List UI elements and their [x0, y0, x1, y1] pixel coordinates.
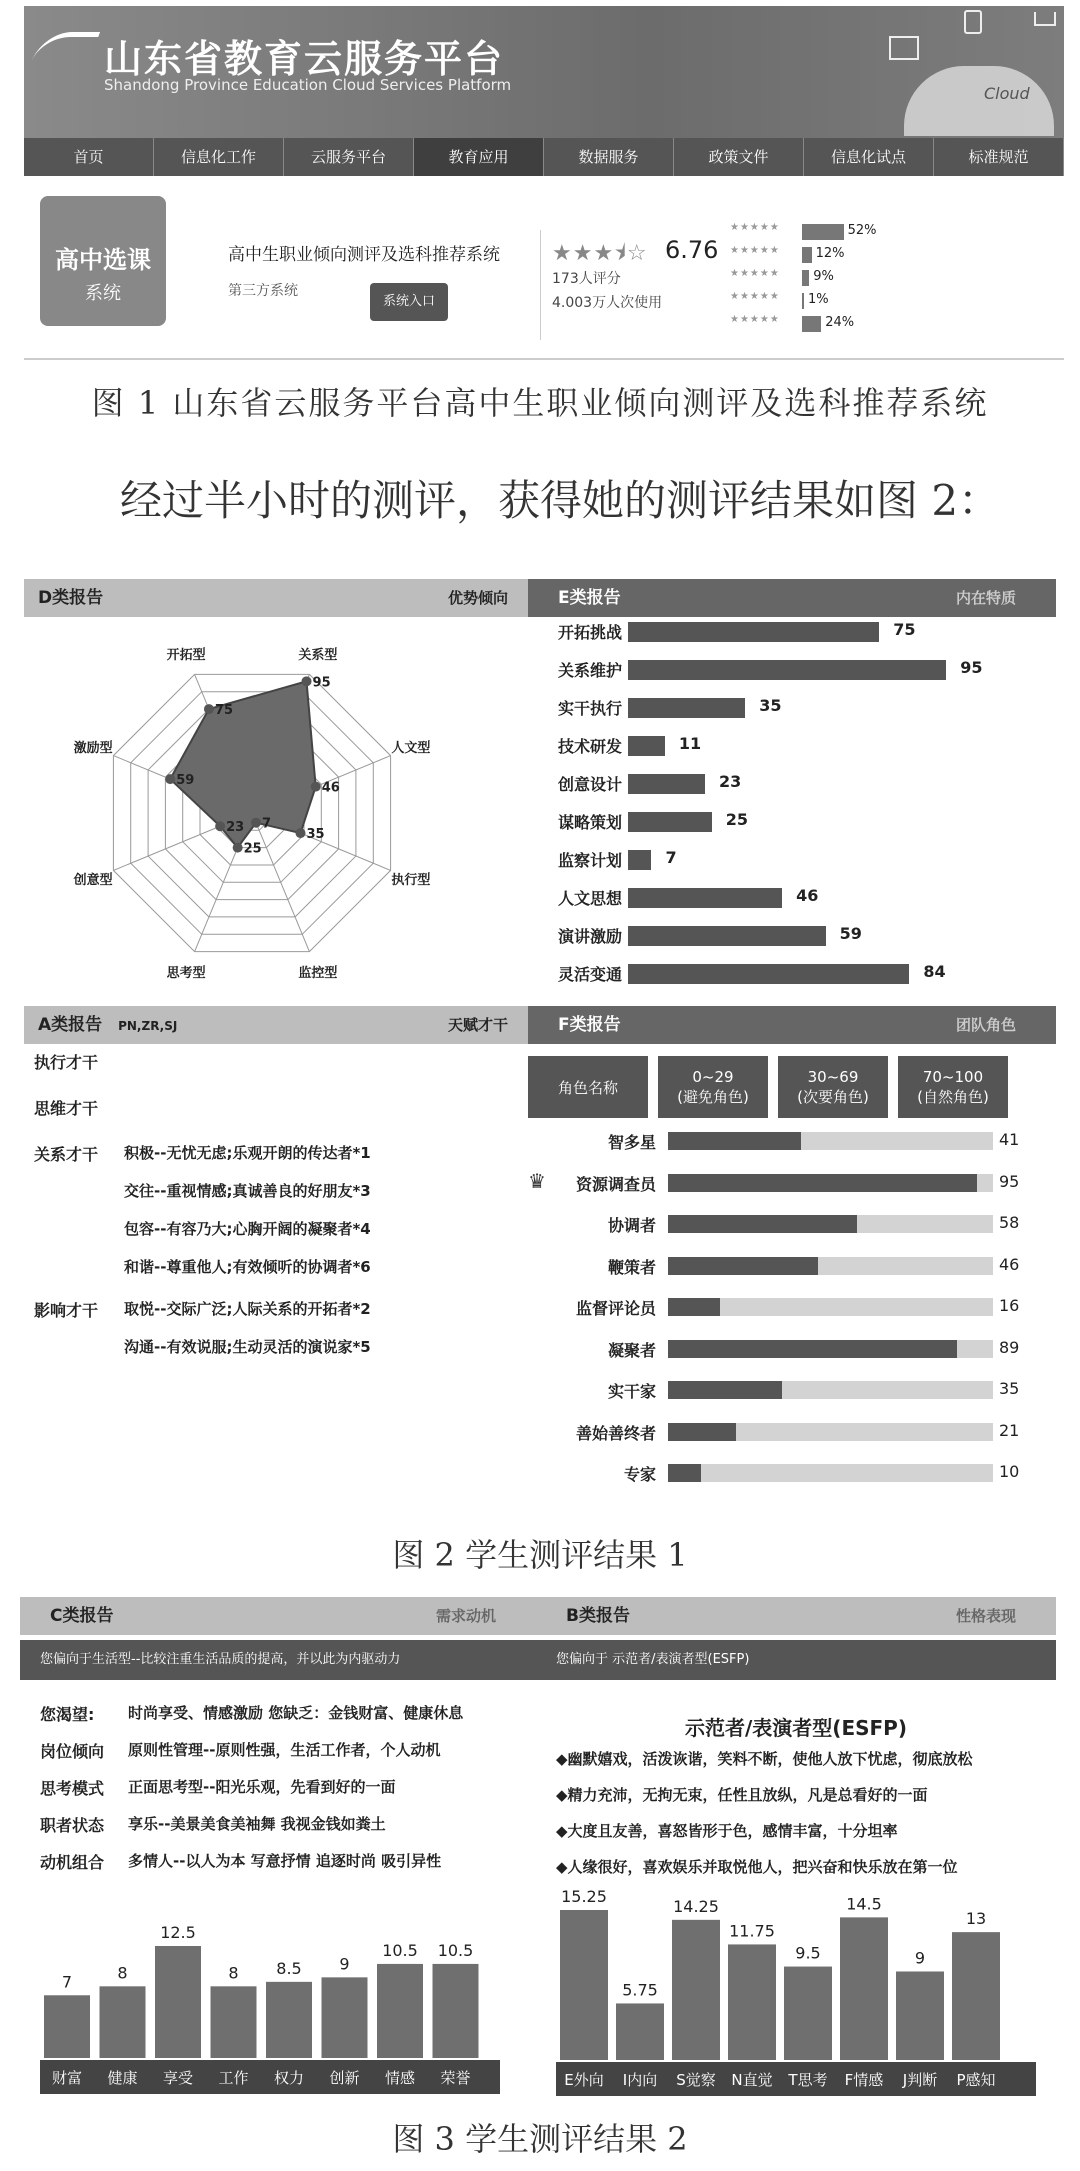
f-bar-label: 善始善终者 — [575, 1423, 656, 1443]
radar-value-label: 59 — [176, 773, 195, 789]
f-bar — [668, 1132, 801, 1150]
c-row-value: 正面思考型--阳光乐观，先看到好的一面 — [128, 1778, 396, 1796]
chart-bar-value: 14.5 — [846, 1894, 882, 1914]
chart-category-label: 情感 — [384, 2069, 416, 2087]
nav-item[interactable]: 数据服务 — [544, 138, 674, 176]
radar-value-label: 23 — [226, 820, 245, 836]
chart-category-label: 工作 — [218, 2069, 249, 2087]
distribution-bar — [802, 293, 804, 309]
chart-bar — [560, 1910, 608, 2060]
chart-category-label: 荣誉 — [440, 2069, 471, 2087]
chart-bar — [100, 1986, 146, 2058]
f-legend-chip — [778, 1056, 888, 1118]
distribution-stars: ★★★★★ — [730, 245, 780, 256]
distribution-pct: 24% — [825, 315, 855, 330]
f-bar-value: 10 — [999, 1462, 1020, 1481]
radar-point — [296, 828, 306, 838]
chart-bar-value: 9 — [914, 1948, 926, 1968]
c-row-value: 时尚享受、情感激励 您缺乏：金钱财富、健康休息 — [128, 1704, 464, 1722]
nav-item[interactable]: 政策文件 — [674, 138, 804, 176]
nav-item[interactable]: 信息化试点 — [804, 138, 934, 176]
radar-axis-label: 创意型 — [73, 872, 113, 888]
radar-axis-label: 人文型 — [391, 741, 431, 757]
radar-axis-label: 关系型 — [298, 648, 338, 664]
chart-bar — [377, 1964, 423, 2058]
d-report-header — [24, 579, 528, 617]
b-bullet: ◆幽默嬉戏，活泼诙谐，笑料不断，使他人放下忧虑，彻底放松 — [556, 1750, 973, 1768]
f-bar-label: 鞭策者 — [607, 1257, 656, 1277]
e-bar-value: 23 — [719, 772, 742, 791]
f-bar-label: 资源调查员 — [575, 1174, 656, 1194]
e-bar — [628, 774, 705, 794]
e-bar-value: 11 — [678, 734, 702, 753]
app-type: 第三方系统 — [228, 283, 298, 299]
c-report-bar-chart — [40, 1900, 500, 2100]
f-bar-value: 46 — [999, 1254, 1020, 1274]
chart-bar-value: 13 — [965, 1909, 987, 1929]
e-bar — [628, 926, 826, 946]
chart-bar-value: 8 — [228, 1963, 239, 1983]
f-bar — [668, 1174, 977, 1192]
a-report-title: A类报告 — [38, 1015, 103, 1035]
a-talent-line: 和谐--尊重他人;有效倾听的协调者*6 — [124, 1258, 371, 1276]
f-bar-value: 21 — [999, 1420, 1020, 1440]
f-bar-label: 智多星 — [607, 1133, 656, 1152]
chart-bar — [433, 1964, 479, 2058]
e-bar-label: 谋略策划 — [558, 813, 623, 832]
e-report-header — [528, 579, 1056, 617]
chart-category-label: F情感 — [844, 2071, 884, 2089]
chart-category-label: J判断 — [902, 2071, 938, 2089]
chart-bar-value: 15.25 — [561, 1887, 607, 1906]
figure-3-caption: 图 3 学生测评结果 2 — [392, 2120, 688, 2158]
e-bar-value: 7 — [665, 848, 677, 867]
chart-bar-value: 11.75 — [729, 1921, 775, 1941]
nav-item[interactable]: 首页 — [24, 138, 154, 176]
f-bar-label: 专家 — [623, 1465, 656, 1484]
e-bar-value: 84 — [923, 962, 946, 981]
top-nav — [24, 138, 1064, 176]
distribution-stars: ★★★★★ — [730, 222, 780, 233]
radar-point — [311, 782, 321, 792]
distribution-pct: 12% — [815, 246, 845, 261]
c-row-key: 您渴望: — [40, 1705, 95, 1724]
e-bar-label: 关系维护 — [558, 661, 623, 680]
radar-value-label: 75 — [214, 703, 234, 719]
chart-category-label: 享受 — [162, 2069, 194, 2087]
chart-bar-value: 5.75 — [622, 1980, 658, 2000]
cloud-label: Cloud — [984, 84, 1030, 103]
c-row-key: 思考模式 — [40, 1779, 105, 1798]
rating-count: 173人评分 — [552, 271, 621, 287]
a-talent-line: 沟通--有效说服;生动灵活的演说家*5 — [124, 1338, 371, 1356]
figure-2-caption: 图 2 学生测评结果 1 — [392, 1536, 688, 1574]
f-report-title: F类报告 — [558, 1015, 621, 1035]
distribution-bar — [802, 224, 844, 240]
b-report-title: B类报告 — [566, 1606, 630, 1626]
radar-value-label: 25 — [243, 841, 262, 857]
rating-divider — [540, 230, 541, 340]
chart-category-label: 财富 — [51, 2069, 83, 2087]
a-report-codes: PN,ZR,SJ — [118, 1019, 178, 1033]
b-bullet: ◆精力充沛，无拘无束，任性且放纵，凡是总看好的一面 — [556, 1786, 928, 1804]
chart-bar-value: 9 — [339, 1954, 350, 1974]
e-bar-label: 人文思想 — [558, 889, 623, 908]
body-text: 经过半小时的测评，获得她的测评结果如图 2： — [120, 476, 1001, 525]
f-bar-value: 16 — [999, 1296, 1020, 1315]
chart-bar-value: 9.5 — [795, 1943, 821, 1963]
radar-point — [251, 818, 261, 828]
c-report-banner: 您偏向于生活型--比较注重生活品质的提高，并以此为内驱动力 — [20, 1640, 536, 1680]
app-icon-line2: 系统 — [85, 283, 121, 304]
nav-item[interactable]: 教育应用 — [414, 138, 544, 176]
e-bar — [628, 736, 665, 756]
f-bar-label: 凝聚者 — [607, 1340, 656, 1360]
card-divider — [24, 358, 1064, 360]
nav-item[interactable]: 云服务平台 — [284, 138, 414, 176]
f-legend-chip — [898, 1056, 1008, 1118]
chart-bar-value: 8 — [117, 1963, 128, 1983]
e-bar-label: 灵活变通 — [558, 965, 623, 984]
app-name: 高中生职业倾向测评及选科推荐系统 — [228, 245, 500, 265]
rating-distribution — [730, 222, 930, 342]
chart-category-label: 健康 — [107, 2069, 138, 2087]
radar-axis-label: 执行型 — [391, 872, 431, 888]
platform-title: 山东省教育云服务平台 — [104, 37, 505, 81]
f-legend-chip — [658, 1056, 768, 1118]
chart-bar-value: 10.5 — [437, 1940, 474, 1960]
e-bar-value: 35 — [759, 696, 782, 715]
radar-axis-label: 开拓型 — [166, 648, 206, 664]
distribution-stars: ★★★★★ — [730, 268, 780, 279]
chart-bar-value: 10.5 — [382, 1940, 418, 1960]
e-bar-value: 59 — [839, 924, 862, 943]
e-bar — [628, 888, 782, 908]
e-bar-value: 25 — [725, 810, 749, 829]
d-report-tag: 优势倾向 — [447, 589, 508, 607]
a-talent-line: 取悦--交际广泛;人际关系的开拓者*2 — [124, 1300, 371, 1318]
c-row-value: 多情人--以人为本 写意抒情 追逐时尚 吸引异性 — [128, 1852, 442, 1870]
a-talent-line: 积极--无忧无虑;乐观开朗的传达者*1 — [124, 1144, 371, 1162]
f-legend-line1: 角色名称 — [557, 1078, 618, 1097]
e-bar — [628, 812, 712, 832]
app-icon-line1: 高中选课 — [55, 246, 151, 274]
c-row-value: 享乐--美景美食美袖舞 我视金钱如粪土 — [128, 1815, 386, 1833]
f-report-header — [528, 1006, 1056, 1044]
e-bar-label: 演讲激励 — [558, 927, 623, 946]
rating-score: 6.76 — [665, 236, 719, 264]
radar-value-label: 7 — [262, 816, 272, 832]
radar-point — [165, 774, 175, 784]
e-bar-value: 75 — [893, 620, 916, 639]
platform-subtitle: Shandong Province Education Cloud Services Platform — [104, 76, 512, 94]
b-report-banner: 您偏向于 示范者/表演者型(ESFP) — [536, 1640, 1056, 1680]
radar-point — [215, 821, 225, 831]
e-bar-value: 46 — [796, 886, 819, 905]
chart-bar — [672, 1920, 720, 2060]
chart-category-label: 创新 — [329, 2069, 360, 2087]
c-report-title: C类报告 — [50, 1606, 114, 1626]
b-report-tag: 性格表现 — [955, 1607, 1016, 1625]
monitor-icon — [889, 36, 919, 60]
e-bar-label: 创意设计 — [558, 775, 623, 794]
a-talent-category: 关系才干 — [34, 1145, 99, 1164]
chart-category-label: 权力 — [273, 2069, 305, 2087]
distribution-pct: 9% — [813, 269, 834, 284]
figure-1-caption: 图 1 山东省云服务平台高中生职业倾向测评及选科推荐系统 — [91, 384, 989, 422]
chart-bar — [44, 1995, 90, 2058]
radar-axis-label: 监控型 — [298, 965, 338, 981]
chart-category-label: N直觉 — [731, 2071, 773, 2089]
c-row-key: 动机组合 — [40, 1853, 105, 1872]
b-report-header — [536, 1597, 1056, 1635]
radar-value-label: 95 — [312, 675, 331, 691]
a-report-header — [24, 1006, 528, 1044]
a-report-tag: 天赋才干 — [447, 1016, 508, 1034]
d-report-title: D类报告 — [38, 588, 104, 608]
f-bar — [668, 1340, 957, 1358]
usage-count: 4.003万人次使用 — [552, 295, 663, 311]
chart-bar — [155, 1946, 201, 2058]
chart-bar — [840, 1917, 888, 2060]
phone-icon — [964, 10, 982, 34]
f-bar — [668, 1257, 818, 1275]
chart-bar — [322, 1977, 368, 2058]
e-bar-label: 监察计划 — [558, 851, 623, 870]
cart-icon — [1034, 12, 1056, 26]
f-bar-value: 58 — [999, 1213, 1020, 1232]
chart-bar — [784, 1967, 832, 2060]
a-talent-category: 影响才干 — [34, 1301, 99, 1320]
distribution-pct: 52% — [847, 223, 877, 238]
chart-category-label: E外向 — [564, 2071, 604, 2089]
chart-bar-value: 12.5 — [160, 1923, 196, 1942]
c-report-tag: 需求动机 — [435, 1607, 496, 1625]
f-report-tag: 团队角色 — [955, 1016, 1016, 1034]
f-bar-label: 协调者 — [607, 1216, 656, 1235]
a-talent-line: 包容--有容乃大;心胸开阔的凝聚者*4 — [124, 1220, 371, 1238]
chart-category-label: I内向 — [622, 2071, 658, 2089]
chart-bar — [266, 1982, 312, 2058]
e-bar-label: 实干执行 — [558, 699, 623, 718]
a-talent-category: 执行才干 — [34, 1053, 99, 1072]
f-bar — [668, 1464, 701, 1482]
chart-bar — [728, 1944, 776, 2060]
chart-bar — [952, 1932, 1000, 2060]
crown-icon: ♛ — [528, 1169, 546, 1193]
radar-value-label: 46 — [321, 780, 340, 796]
f-bar-value: 95 — [999, 1171, 1020, 1191]
e-bar — [628, 622, 879, 642]
radar-point — [233, 843, 243, 853]
distribution-bar — [802, 316, 821, 332]
nav-item[interactable]: 信息化工作 — [154, 138, 284, 176]
radar-value-label: 35 — [306, 827, 325, 843]
radar-axis-label: 激励型 — [73, 741, 113, 757]
f-legend-chip — [528, 1056, 648, 1118]
c-report-header — [20, 1597, 536, 1635]
f-legend-line1: 30~69 — [807, 1067, 859, 1086]
f-legend-line2: (避免角色) — [677, 1087, 749, 1106]
chart-bar-value: 8.5 — [276, 1958, 302, 1978]
a-talent-category: 思维才干 — [34, 1099, 99, 1118]
a-talent-line: 交往--重视情感;真诚善良的好朋友*3 — [124, 1182, 371, 1200]
f-bar-value: 89 — [999, 1337, 1020, 1357]
f-report-bars — [528, 1130, 1056, 1510]
radar-point — [204, 704, 214, 714]
distribution-pct: 1% — [808, 292, 829, 307]
c-row-key: 职者状态 — [40, 1816, 105, 1835]
chart-bar — [211, 1986, 257, 2058]
e-bar — [628, 850, 651, 870]
cloud-icon — [904, 66, 1054, 136]
chart-category-label: P感知 — [956, 2071, 996, 2089]
f-bar-value: 41 — [999, 1130, 1020, 1149]
e-bar — [628, 660, 946, 680]
b-bullet: ◆大度且友善，喜怒皆形于色，感情丰富，十分坦率 — [556, 1822, 898, 1840]
d-report-radar-chart — [24, 618, 528, 1000]
app-icon[interactable] — [40, 196, 166, 326]
radar-point — [302, 676, 312, 686]
chart-bar-value: 7 — [61, 1972, 73, 1992]
e-bar-value: 95 — [960, 658, 983, 677]
f-bar — [668, 1298, 720, 1316]
platform-banner — [24, 6, 1064, 138]
f-bar-label: 监督评论员 — [575, 1299, 656, 1318]
chart-category-label: T思考 — [788, 2071, 828, 2089]
chart-bar-value: 14.25 — [673, 1896, 719, 1916]
f-legend-line2: (自然角色) — [917, 1087, 989, 1106]
f-bar-track — [668, 1464, 993, 1482]
e-report-bars — [528, 620, 1056, 1000]
e-bar — [628, 964, 909, 984]
nav-item[interactable]: 标准规范 — [934, 138, 1064, 176]
chart-bar — [896, 1971, 944, 2060]
f-bar — [668, 1423, 736, 1441]
chart-category-label: S觉察 — [676, 2071, 716, 2089]
distribution-stars: ★★★★★ — [730, 314, 780, 325]
e-bar — [628, 698, 745, 718]
e-report-title: E类报告 — [558, 588, 621, 608]
b-report-heading: 示范者/表演者型(ESFP) — [685, 1716, 907, 1740]
c-row-value: 原则性管理--原则性强，生活工作者，个人动机 — [128, 1741, 441, 1759]
e-bar-label: 开拓挑战 — [558, 623, 623, 642]
chart-bar — [616, 2003, 664, 2060]
distribution-stars: ★★★★★ — [730, 291, 780, 302]
radar-axis-label: 思考型 — [166, 965, 206, 981]
f-bar — [668, 1381, 782, 1399]
f-bar-label: 实干家 — [607, 1382, 656, 1401]
f-legend-line1: 70~100 — [922, 1067, 984, 1086]
distribution-bar — [802, 247, 812, 263]
rating-stars: ★★★⯨☆ — [552, 241, 648, 266]
e-bar-label: 技术研发 — [558, 737, 623, 756]
e-report-tag: 内在特质 — [955, 589, 1016, 607]
f-legend-line1: 0~29 — [692, 1067, 734, 1086]
f-legend-line2: (次要角色) — [797, 1087, 869, 1106]
f-bar-value: 35 — [999, 1379, 1020, 1398]
system-entry-button[interactable]: 系统入口 — [370, 283, 448, 321]
c-row-key: 岗位倾向 — [40, 1742, 105, 1761]
f-report-legend — [528, 1056, 1048, 1118]
b-report-bar-chart — [556, 1885, 1036, 2100]
platform-logo-icon — [26, 32, 100, 77]
distribution-bar — [802, 270, 809, 286]
f-bar — [668, 1215, 857, 1233]
b-bullet: ◆人缘很好，喜欢娱乐并取悦他人，把兴奋和快乐放在第一位 — [556, 1858, 958, 1876]
